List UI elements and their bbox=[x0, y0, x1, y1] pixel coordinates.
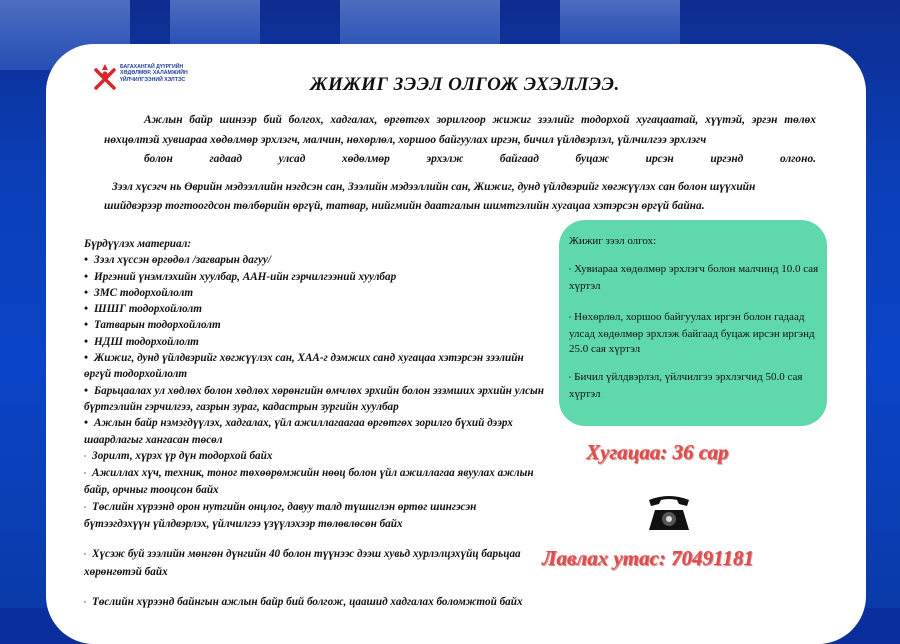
duration-label: Хугацаа: 36 сар bbox=[586, 440, 729, 464]
list-item: • Зээл хүссэн өргөдөл /загварын дагуу/ bbox=[84, 254, 271, 267]
intro-text: Ажлын байр шинээр бий болгох, хадгалах, өргөтгөх зорилгоор жижиг зээлийг тодорхой хугацаатай, хүүтэй, эргэн төлөх нөхцөлтэй хувиараа хөдөлмөр эрхлэгч, малчин, нөхөрлөл, хоршоо байгуулах иргэн, бичил үйлдвэрлэл, үйлчилгээ эрхлэгч bbox=[104, 114, 816, 146]
list-item: • ЗМС тодорхойлолт bbox=[84, 286, 194, 299]
list-item: ▫ Зорилт, хүрэх үр дүн тодорхой байх bbox=[84, 449, 273, 462]
eligibility-paragraph: Зээл хүсэгч нь Өврийн мэдээллийн нэгдсэн сан, Зээлийн мэдээллийн сан, Жижиг, дунд үйлдвэрийг хөгжүүлэх сан болон шүүхийн шийдвэрээр тогтоогдсон төлбөрийн өргүй, татвар, нийгмийн даатгалын шимтгэлийн хугацаа хэтэрсэн өргүй байна. bbox=[104, 181, 756, 212]
list-item: ▫ Төслийн хүрээнд орон нутгийн онцлог, давуу талд түшиглэн өртөг шингэсэн бүтээгдэхүүн үйлдвэрлэх, үйлчилгээ үзүүлэхээр төлөвлөсөн байх bbox=[84, 500, 477, 531]
loan-info-item: ▫ Хувиараа хөдөлмөр эрхлэгч болон малчинд 10.0 сая хүртэл bbox=[569, 263, 819, 292]
telephone-icon bbox=[643, 492, 695, 534]
list-item: • Татварын тодорхойлолт bbox=[84, 319, 221, 332]
list-item: ▫ Ажиллах хүч, техник, тоног төхөөрөмжийн нөөц болон үйл ажиллагаа явуулах ажлын байр, орчныг тооцсон байх bbox=[84, 467, 534, 497]
logo-text: БАГАХАНГАЙ ДҮҮРГИЙН ХӨДӨЛМӨР, ХАЛАМЖИЙН ҮЙЛЧИЛГЭЭНИЙ ХЭЛТЭС bbox=[120, 64, 188, 83]
contact-phone: Лавлах утас: 70491181 bbox=[542, 546, 754, 570]
requirements-heading: Бүрдүүлэх материал: bbox=[84, 238, 192, 250]
city-skyline bbox=[170, 0, 260, 50]
logo bbox=[92, 62, 212, 98]
loan-info-box bbox=[559, 220, 827, 426]
page-title: ЖИЖИГ ЗЭЭЛ ОЛГОЖ ЭХЭЛЛЭЭ. bbox=[310, 74, 620, 95]
intro-paragraph bbox=[104, 111, 816, 170]
list-item: • ШШГ тодорхойлолт bbox=[84, 303, 202, 316]
list-item: • Жижиг, дунд үйлдвэрийг хөгжүүлэх сан, ХАА-г дэмжих санд хугацаа хэтэрсэн зээлийн өргүй тодорхойлолт bbox=[84, 352, 524, 381]
list-item: ▫ Төслийн хүрээнд байнгын ажлын байр бий болгож, цаашид хадгалах боломжтой байх bbox=[84, 595, 523, 608]
list-item: • Барьцаалах ул хөдлөх болон хөдлөх хөрөнгийн өмчлөх эрхийн болон эзэмших эрхийн улсын бүртгэлийн гэрчилгээ, газрын зураг, кадастрын зургийн хуулбар bbox=[84, 384, 545, 413]
list-item: • Ажлын байр нэмэгдүүлэх, хадгалах, үйл ажиллагаагаа өргөтгөх зорилго бүхий дээрх шаардлагыг хангасан төсөл bbox=[84, 417, 513, 446]
requirements-list bbox=[84, 236, 544, 611]
list-item: • НДШ тодорхойлолт bbox=[84, 335, 199, 348]
list-item: ▫ Хүсэж буй зээлийн мөнгөн дүнгийн 40 болон түүнээс дээш хувьд хурлэлцэхүйц барьцаа хөрөнгөтэй байх bbox=[84, 548, 521, 578]
intro-text-last: болон гадаад улсад хөдөлмөр эрхэлж байгаад буцаж ирсэн иргэнд олгоно. bbox=[144, 153, 816, 165]
loan-info-title: Жижиг зээл олгох: bbox=[569, 235, 657, 247]
loan-info-item: ▫ Нөхөрлөл, хоршоо байгуулах иргэн болон гадаад улсад хөдөлмөр эрхлэж байгаад буцаж ирсэн иргэнд 25.0 сая хүртэл bbox=[569, 311, 815, 356]
logo-mark-icon bbox=[92, 62, 118, 92]
loan-info-item: ▫ Бичил үйлдвэрлэл, үйлчилгээ эрхлэгчид 50.0 сая хүртэл bbox=[569, 371, 803, 400]
city-skyline bbox=[560, 0, 680, 45]
list-item: • Иргэний үнэмлэхийн хуулбар, ААН-ийн гэрчилгээний хуулбар bbox=[84, 270, 397, 283]
